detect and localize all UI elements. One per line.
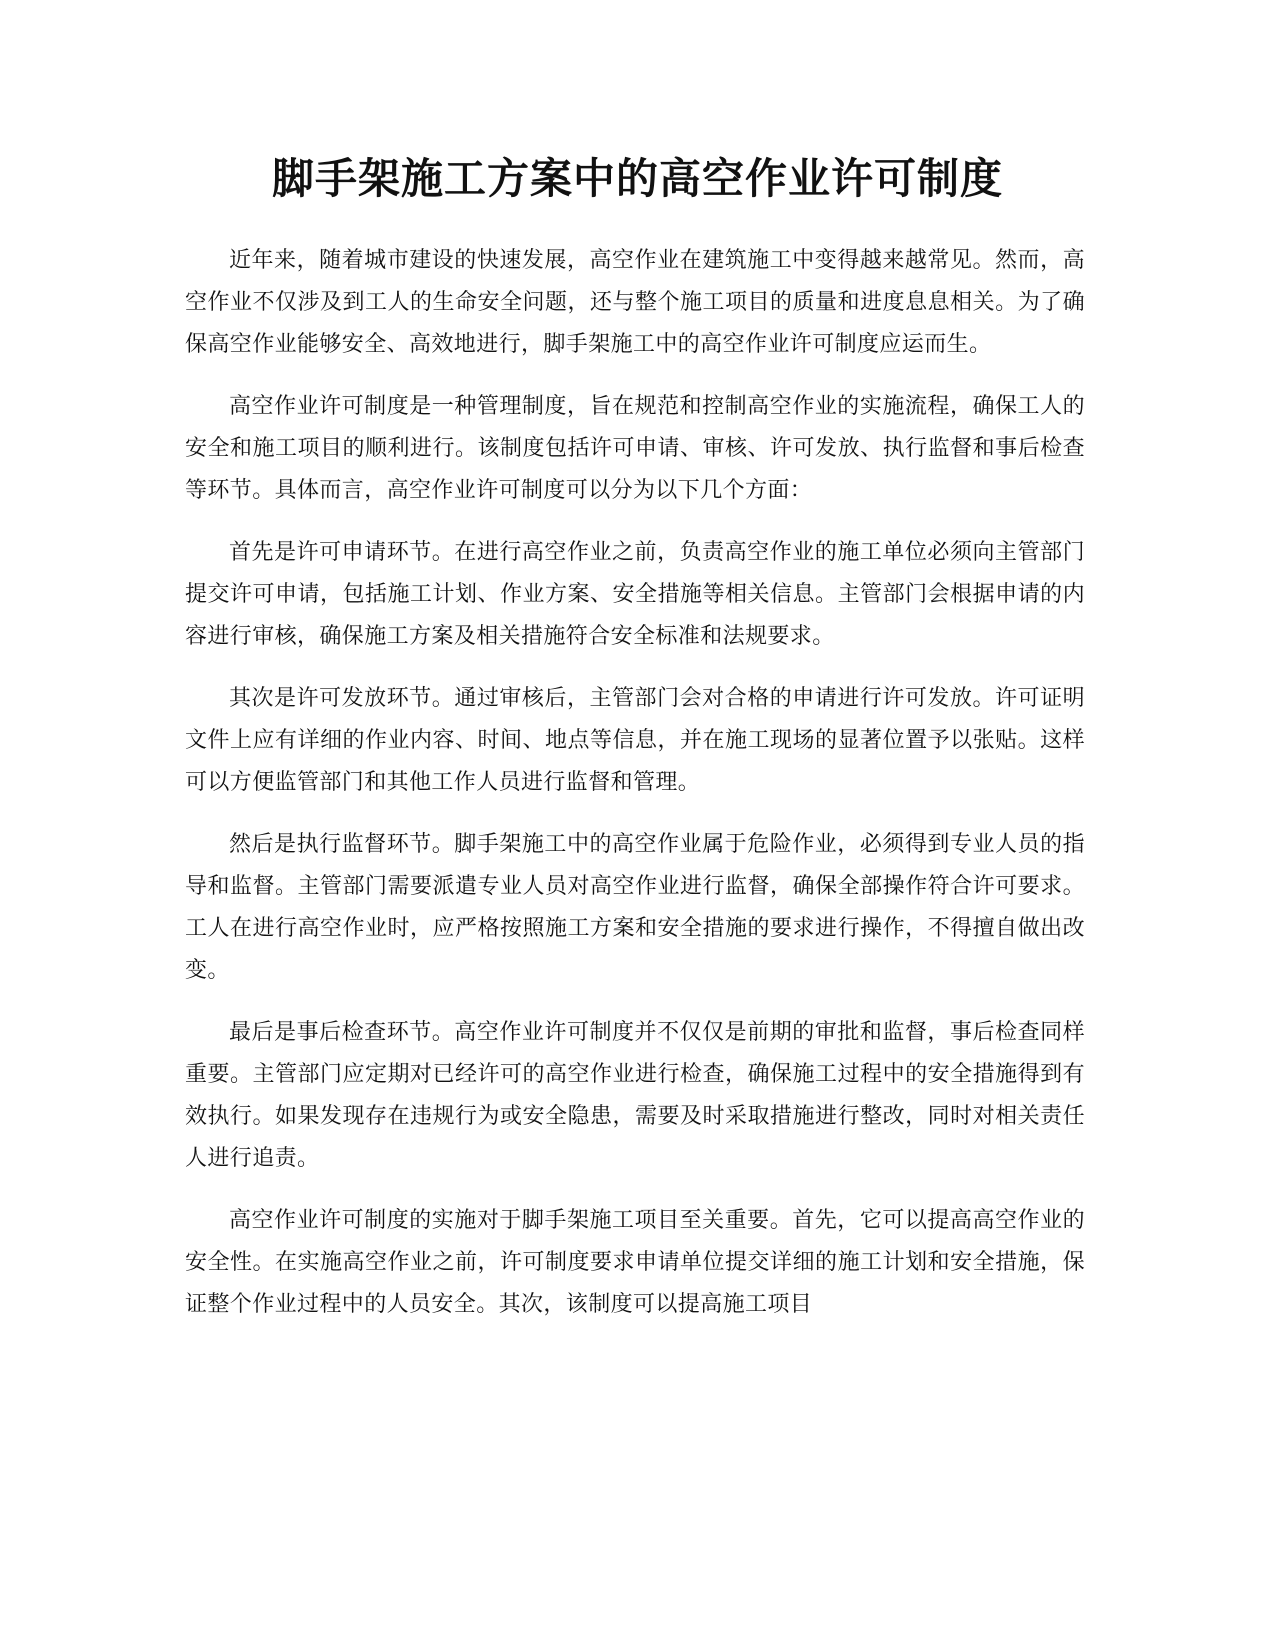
document-title: 脚手架施工方案中的高空作业许可制度 — [271, 154, 1003, 203]
paragraph-importance: 高空作业许可制度的实施对于脚手架施工项目至关重要。首先，它可以提高高空作业的安全性。在实施高空作业之前，许可制度要求申请单位提交详细的施工计划和安全措施，保证整个作业过程中的人员安全。其次，该制度可以提高施工项目 — [185, 1208, 1085, 1317]
paragraph-application: 首先是许可申请环节。在进行高空作业之前，负责高空作业的施工单位必须向主管部门提交许可申请，包括施工计划、作业方案、安全措施等相关信息。主管部门会根据申请的内容进行审核，确保施工方案及相关措施符合安全标准和法规要求。 — [185, 540, 1085, 649]
paragraph-supervision: 然后是执行监督环节。脚手架施工中的高空作业属于危险作业，必须得到专业人员的指导和监督。主管部门需要派遣专业人员对高空作业进行监督，确保全部操作符合许可要求。工人在进行高空作业时，应严格按照施工方案和安全措施的要求进行操作，不得擅自做出改变。 — [185, 832, 1085, 983]
paragraph-definition: 高空作业许可制度是一种管理制度，旨在规范和控制高空作业的实施流程，确保工人的安全和施工项目的顺利进行。该制度包括许可申请、审核、许可发放、执行监督和事后检查等环节。具体而言，高空作业许可制度可以分为以下几个方面： — [185, 394, 1085, 503]
paragraph-intro: 近年来，随着城市建设的快速发展，高空作业在建筑施工中变得越来越常见。然而，高空作业不仅涉及到工人的生命安全问题，还与整个施工项目的质量和进度息息相关。为了确保高空作业能够安全、高效地进行，脚手架施工中的高空作业许可制度应运而生。 — [185, 248, 1085, 357]
document-body — [185, 240, 1085, 1346]
paragraph-inspection: 最后是事后检查环节。高空作业许可制度并不仅仅是前期的审批和监督，事后检查同样重要。主管部门应定期对已经许可的高空作业进行检查，确保施工过程中的安全措施得到有效执行。如果发现存在违规行为或安全隐患，需要及时采取措施进行整改，同时对相关责任人进行追责。 — [185, 1020, 1085, 1171]
paragraph-issuance: 其次是许可发放环节。通过审核后，主管部门会对合格的申请进行许可发放。许可证明文件上应有详细的作业内容、时间、地点等信息，并在施工现场的显著位置予以张贴。这样可以方便监管部门和其他工作人员进行监督和管理。 — [185, 686, 1085, 795]
